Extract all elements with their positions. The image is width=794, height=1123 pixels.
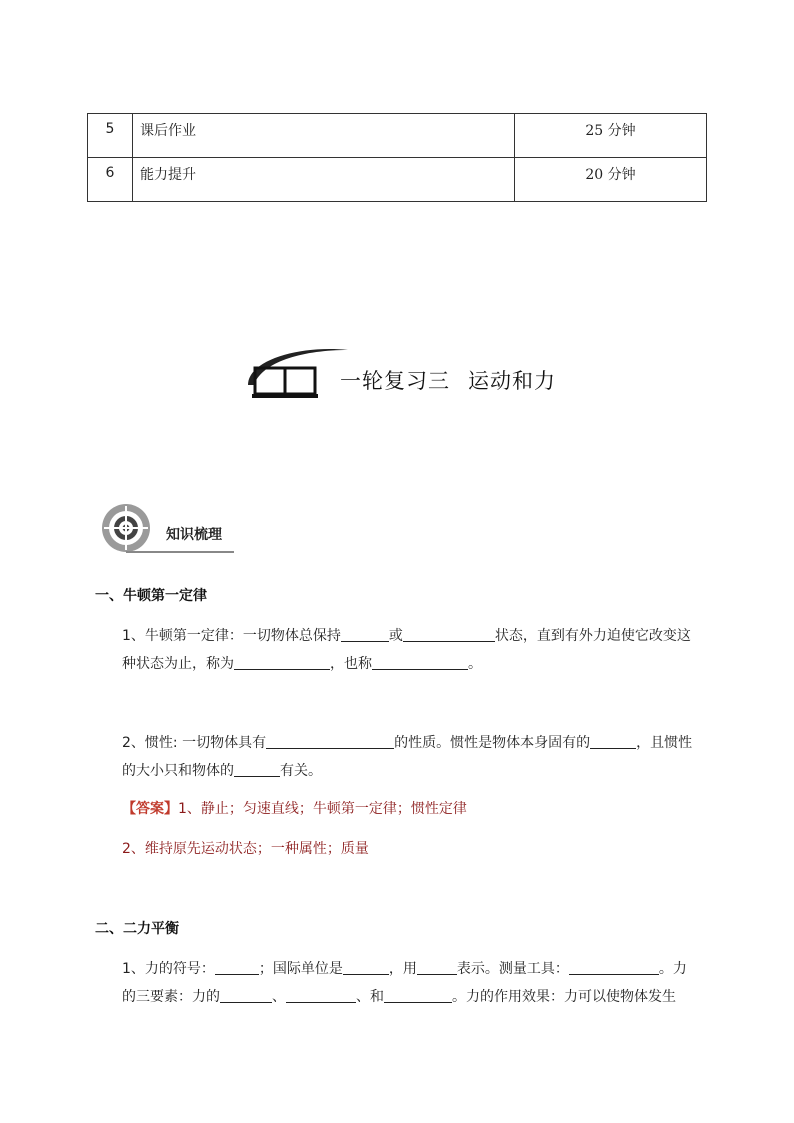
answer-blank[interactable] — [372, 655, 468, 670]
section-heading: 一、牛顿第一定律 — [95, 588, 207, 604]
row-time: 20 分钟 — [515, 158, 707, 202]
chapter-title-part-b: 运动和力 — [468, 369, 556, 393]
row-number: 6 — [88, 158, 133, 202]
answer-tag: 【答案】 — [122, 801, 178, 817]
answer-blank[interactable] — [343, 960, 389, 975]
table-row — [88, 114, 707, 158]
row-name: 课后作业 — [133, 114, 515, 158]
section-heading: 二、二力平衡 — [95, 921, 179, 937]
schedule-table — [87, 113, 707, 202]
question-line: 的大小只和物体的 有关。 — [122, 763, 322, 779]
answer-blank[interactable] — [234, 655, 330, 670]
chapter-title-part-a: 一轮复习三 — [340, 369, 450, 393]
answer-line: 【答案】1、静止；匀速直线；牛顿第一定律；惯性定律 — [122, 801, 467, 817]
answer-blank[interactable] — [341, 627, 389, 642]
answer-blank[interactable] — [234, 762, 280, 777]
question-line: 1、力的符号： ；国际单位是 ，用 表示。测量工具： 。力 — [122, 961, 687, 977]
answer-blank[interactable] — [266, 734, 394, 749]
answer-blank[interactable] — [220, 988, 272, 1003]
answer-line: 2、维持原先运动状态；一种属性；质量 — [122, 841, 369, 857]
section-badge-label: 知识梳理 — [166, 527, 222, 543]
answer-blank[interactable] — [286, 988, 356, 1003]
question-line: 2、惯性: 一切物体具有 的性质。惯性是物体本身固有的 ，且惯性 — [122, 735, 693, 751]
answer-blank[interactable] — [590, 734, 636, 749]
row-name: 能力提升 — [133, 158, 515, 202]
answer-blank[interactable] — [417, 960, 457, 975]
open-book-icon — [240, 340, 350, 405]
row-number: 5 — [88, 114, 133, 158]
chapter-title — [340, 365, 556, 395]
table-row — [88, 158, 707, 202]
question-line: 的三要素：力的 、 、和 。力的作用效果：力可以使物体发生 — [122, 989, 676, 1005]
answer-blank[interactable] — [403, 627, 495, 642]
answer-blank[interactable] — [215, 960, 259, 975]
answer-blank[interactable] — [384, 988, 452, 1003]
question-line: 1、牛顿第一定律：一切物体总保持 或 状态，直到有外力迫使它改变这 — [122, 628, 691, 644]
answer-blank[interactable] — [569, 960, 659, 975]
question-line: 种状态为止，称为 ，也称 。 — [122, 656, 482, 672]
row-time: 25 分钟 — [515, 114, 707, 158]
